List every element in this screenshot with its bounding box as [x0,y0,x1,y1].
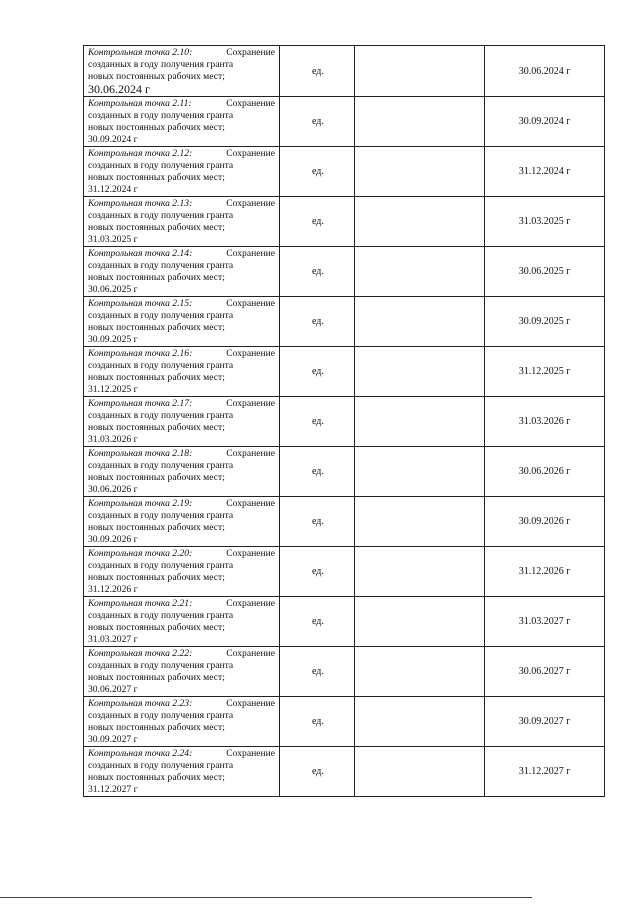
table-row [84,697,605,747]
table-row [84,147,605,197]
table-row [84,97,605,147]
control-point-word: Сохранение [226,47,275,58]
unit-cell: ед. [280,197,355,247]
control-point-description [84,97,280,147]
control-point-description [84,247,280,297]
description-date: 30.09.2024 г [88,134,138,145]
description-line: новых постоянных рабочих мест; [88,272,225,283]
control-point-word: Сохранение [226,748,275,759]
value-cell [355,647,485,697]
control-point-word: Сохранение [226,248,275,259]
description-date: 30.09.2027 г [88,734,138,745]
control-point-label: Контрольная точка 2.12: [88,148,193,159]
date-cell: 30.09.2024 г [485,97,605,147]
value-cell [355,247,485,297]
date-cell: 31.03.2027 г [485,597,605,647]
unit-cell: ед. [280,347,355,397]
description-line: созданных в году получения гранта [88,610,234,621]
page-footer-rule [0,897,532,898]
date-cell: 30.09.2026 г [485,497,605,547]
description-line: новых постоянных рабочих мест; [88,372,225,383]
value-cell [355,46,485,97]
description-line: созданных в году получения гранта [88,710,234,721]
control-point-description [84,46,280,97]
control-point-description [84,647,280,697]
date-cell: 31.12.2027 г [485,747,605,797]
date-cell: 31.12.2026 г [485,547,605,597]
control-point-label: Контрольная точка 2.24: [88,748,193,759]
description-line: созданных в году получения гранта [88,160,234,171]
description-line: созданных в году получения гранта [88,260,234,271]
control-points-table [83,45,605,797]
description-line: созданных в году получения гранта [88,110,234,121]
unit-cell: ед. [280,497,355,547]
description-line: новых постоянных рабочих мест; [88,222,225,233]
control-point-label: Контрольная точка 2.16: [88,348,193,359]
unit-cell: ед. [280,447,355,497]
control-point-word: Сохранение [226,498,275,509]
description-date: 30.06.2025 г [88,284,138,295]
description-line: новых постоянных рабочих мест; [88,422,225,433]
control-point-label: Контрольная точка 2.17: [88,398,193,409]
unit-cell: ед. [280,597,355,647]
unit-cell: ед. [280,46,355,97]
control-point-label: Контрольная точка 2.19: [88,498,193,509]
value-cell [355,447,485,497]
control-point-word: Сохранение [226,598,275,609]
description-line: новых постоянных рабочих мест; [88,172,225,183]
value-cell [355,747,485,797]
date-cell: 31.12.2024 г [485,147,605,197]
control-point-label: Контрольная точка 2.22: [88,648,193,659]
description-date: 30.06.2026 г [88,484,138,495]
description-line: созданных в году получения гранта [88,310,234,321]
description-date: 31.03.2027 г [88,634,138,645]
description-line: созданных в году получения гранта [88,360,234,371]
control-point-label: Контрольная точка 2.14: [88,248,193,259]
description-line: новых постоянных рабочих мест; [88,472,225,483]
description-date: 30.09.2025 г [88,334,138,345]
description-date: 31.03.2026 г [88,434,138,445]
unit-cell: ед. [280,247,355,297]
description-date: 31.12.2024 г [88,184,138,195]
description-line: новых постоянных рабочих мест; [88,71,225,82]
control-point-description [84,547,280,597]
description-line: созданных в году получения гранта [88,560,234,571]
control-point-description [84,197,280,247]
unit-cell: ед. [280,697,355,747]
value-cell [355,347,485,397]
table-row [84,547,605,597]
unit-cell: ед. [280,97,355,147]
description-line: новых постоянных рабочих мест; [88,672,225,683]
date-cell: 30.06.2026 г [485,447,605,497]
table-row [84,46,605,97]
table-body [84,46,605,797]
control-point-word: Сохранение [226,548,275,559]
description-date: 30.09.2026 г [88,534,138,545]
table-row [84,247,605,297]
value-cell [355,597,485,647]
table-row [84,347,605,397]
control-point-label: Контрольная точка 2.18: [88,448,193,459]
table-row [84,597,605,647]
table-row [84,297,605,347]
description-line: новых постоянных рабочих мест; [88,772,225,783]
control-point-label: Контрольная точка 2.21: [88,598,193,609]
control-point-word: Сохранение [226,148,275,159]
description-line: созданных в году получения гранта [88,210,234,221]
value-cell [355,97,485,147]
unit-cell: ед. [280,147,355,197]
table-row [84,747,605,797]
unit-cell: ед. [280,397,355,447]
table-row [84,497,605,547]
description-line: новых постоянных рабочих мест; [88,722,225,733]
control-point-word: Сохранение [226,348,275,359]
description-line: созданных в году получения гранта [88,760,234,771]
description-date: 31.12.2027 г [88,784,138,795]
control-point-description [84,147,280,197]
description-date: 30.06.2024 г [88,82,150,96]
value-cell [355,147,485,197]
control-point-word: Сохранение [226,398,275,409]
value-cell [355,397,485,447]
description-line: созданных в году получения гранта [88,460,234,471]
control-point-word: Сохранение [226,448,275,459]
control-point-description [84,447,280,497]
value-cell [355,547,485,597]
date-cell: 31.12.2025 г [485,347,605,397]
value-cell [355,297,485,347]
value-cell [355,197,485,247]
date-cell: 30.09.2027 г [485,697,605,747]
date-cell: 30.06.2025 г [485,247,605,297]
unit-cell: ед. [280,647,355,697]
table-row [84,197,605,247]
description-line: созданных в году получения гранта [88,510,234,521]
control-point-word: Сохранение [226,98,275,109]
table-row [84,397,605,447]
control-point-label: Контрольная точка 2.23: [88,698,193,709]
unit-cell: ед. [280,297,355,347]
description-line: новых постоянных рабочих мест; [88,622,225,633]
table-row [84,647,605,697]
control-point-description [84,597,280,647]
description-line: новых постоянных рабочих мест; [88,522,225,533]
control-point-label: Контрольная точка 2.15: [88,298,193,309]
control-point-word: Сохранение [226,298,275,309]
unit-cell: ед. [280,547,355,597]
date-cell: 30.06.2027 г [485,647,605,697]
description-line: созданных в году получения гранта [88,59,234,70]
unit-cell: ед. [280,747,355,797]
description-line: созданных в году получения гранта [88,410,234,421]
control-point-word: Сохранение [226,198,275,209]
description-line: новых постоянных рабочих мест; [88,122,225,133]
description-line: созданных в году получения гранта [88,660,234,671]
control-point-description [84,297,280,347]
control-point-description [84,497,280,547]
control-point-label: Контрольная точка 2.11: [88,98,192,109]
description-date: 31.12.2026 г [88,584,138,595]
table-row [84,447,605,497]
description-line: новых постоянных рабочих мест; [88,572,225,583]
value-cell [355,697,485,747]
control-point-word: Сохранение [226,648,275,659]
date-cell: 31.03.2025 г [485,197,605,247]
control-point-description [84,397,280,447]
control-point-label: Контрольная точка 2.20: [88,548,193,559]
control-point-description [84,747,280,797]
control-point-description [84,697,280,747]
description-date: 31.12.2025 г [88,384,138,395]
control-point-word: Сохранение [226,698,275,709]
control-point-label: Контрольная точка 2.13: [88,198,193,209]
date-cell: 30.09.2025 г [485,297,605,347]
description-line: новых постоянных рабочих мест; [88,322,225,333]
date-cell: 31.03.2026 г [485,397,605,447]
description-date: 30.06.2027 г [88,684,138,695]
date-cell: 30.06.2024 г [485,46,605,97]
control-point-description [84,347,280,397]
control-point-label: Контрольная точка 2.10: [88,47,193,58]
value-cell [355,497,485,547]
description-date: 31.03.2025 г [88,234,138,245]
